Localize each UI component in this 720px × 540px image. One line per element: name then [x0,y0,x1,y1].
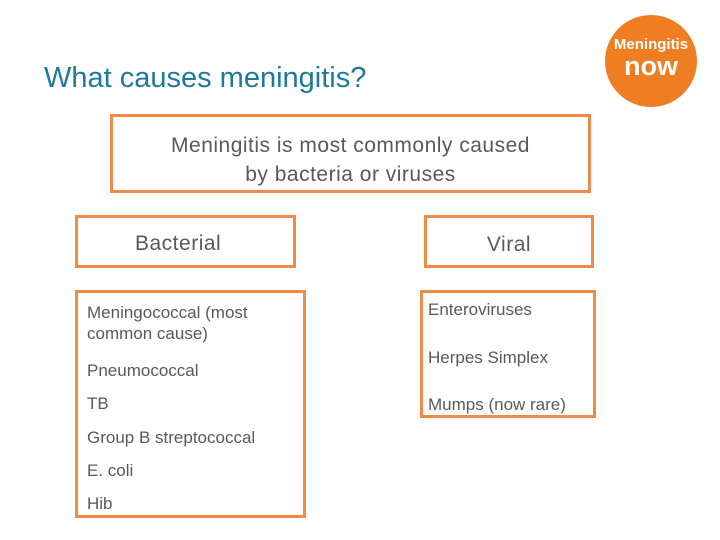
summary-box [110,114,591,193]
viral-item-mumps: Mumps (now rare) [428,395,566,414]
viral-header-box [424,215,594,268]
summary-text: Meningitis is most commonly caused by bacteria or viruses [171,134,530,186]
bacterial-item-meningococcal: Meningococcal (most common cause) [87,303,248,343]
viral-item-herpes-simplex: Herpes Simplex [428,348,548,367]
bacterial-item-pneumococcal: Pneumococcal [87,361,199,380]
logo-line-1: Meningitis [613,36,689,53]
bacterial-header-box [75,215,296,268]
viral-item-enteroviruses: Enteroviruses [428,300,532,319]
viral-list-box [420,290,596,418]
logo-line-2: now [624,51,678,81]
bacterial-list-box [75,290,306,518]
bacterial-item-hib: Hib [87,494,113,513]
page-title: What causes meningitis? [44,62,367,94]
bacterial-item-tb: TB [87,394,109,413]
meningitis-now-logo [605,15,697,107]
bacterial-header: Bacterial [135,232,222,255]
viral-header: Viral [486,233,532,256]
bacterial-item-group-b-strep: Group B streptococcal [87,428,256,447]
bacterial-item-e-coli: E. coli [87,461,134,480]
